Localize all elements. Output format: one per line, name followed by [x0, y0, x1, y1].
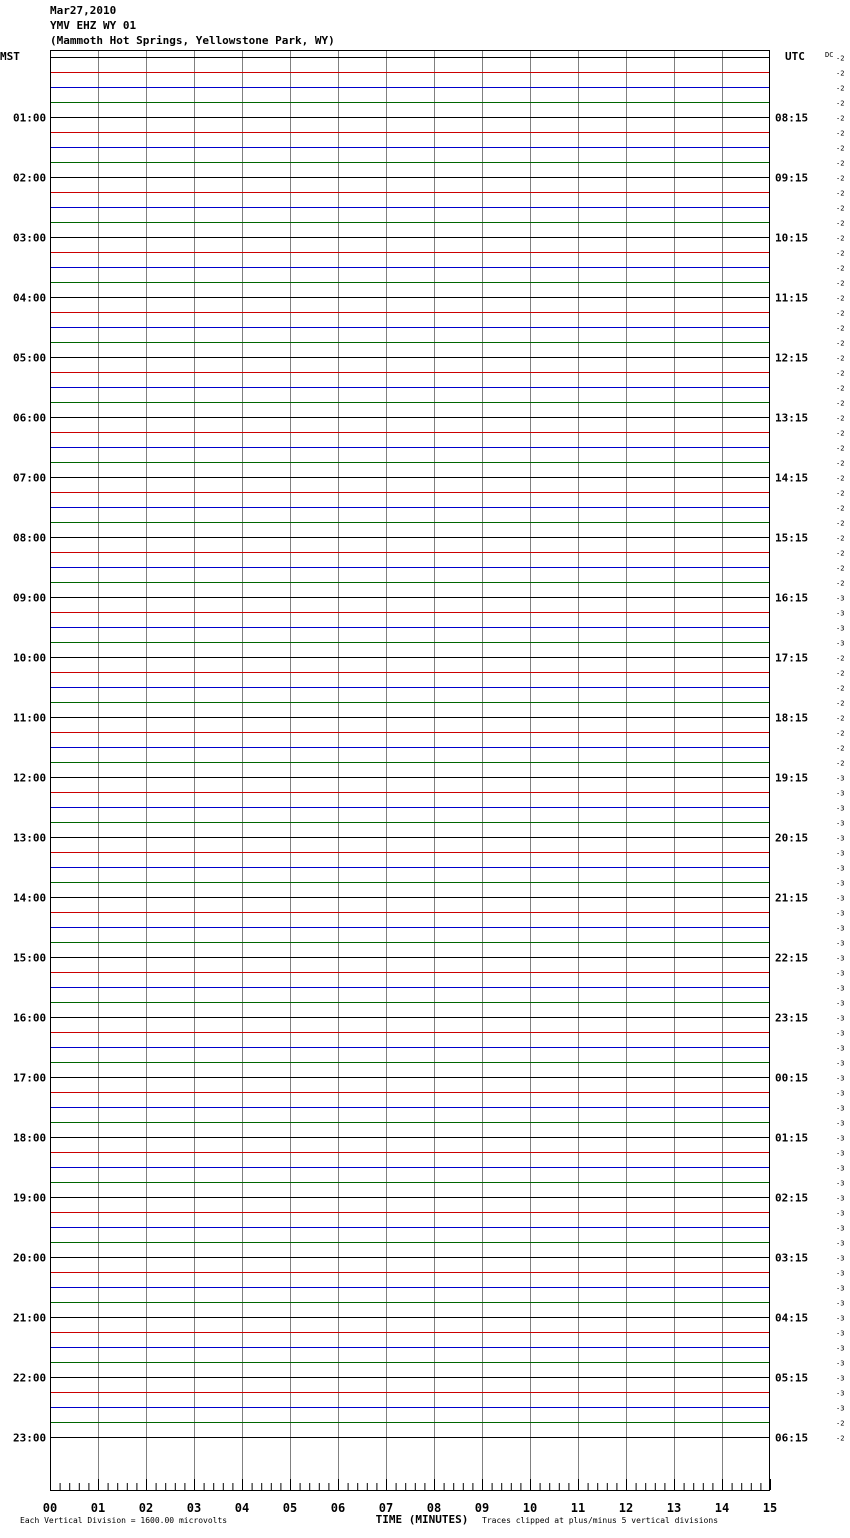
x-tick-label: 10: [522, 1501, 538, 1515]
station-location: (Mammoth Hot Springs, Yellowstone Park, WY): [50, 34, 335, 47]
dc-offset-value: -2: [836, 234, 845, 243]
dc-offset-value: -2: [836, 174, 845, 183]
dc-offset-value: -2: [836, 354, 845, 363]
utc-hour-label: 16:15: [775, 591, 809, 605]
dc-offset-value: -3: [836, 864, 845, 873]
x-tick-label: 12: [618, 1501, 634, 1515]
dc-offset-value: -3: [836, 1059, 845, 1068]
dc-offset-value: -3: [836, 1404, 845, 1413]
dc-offset-value: -3: [836, 1089, 845, 1098]
utc-hour-label: 20:15: [775, 831, 809, 845]
mst-hour-label: 23:00: [13, 1431, 47, 1445]
utc-hour-label: 22:15: [775, 951, 809, 965]
dc-offset-value: -2: [836, 489, 845, 498]
dc-offset-value: -2: [836, 219, 845, 228]
dc-offset-value: -3: [836, 984, 845, 993]
mst-hour-label: 05:00: [13, 351, 47, 365]
mst-hour-label: 17:00: [13, 1071, 47, 1085]
x-tick-label: 14: [714, 1501, 730, 1515]
mst-axis-title: MST: [0, 50, 20, 63]
dc-offset-value: -3: [836, 1074, 845, 1083]
mst-hour-label: 21:00: [13, 1311, 47, 1325]
utc-hour-label: 09:15: [775, 171, 809, 185]
utc-hour-label: 21:15: [775, 891, 809, 905]
utc-hour-label: 00:15: [775, 1071, 809, 1085]
x-tick-label: 08: [426, 1501, 442, 1515]
mst-hour-label: 06:00: [13, 411, 47, 425]
utc-hour-label: 15:15: [775, 531, 809, 545]
utc-hour-label: 06:15: [775, 1431, 809, 1445]
mst-hour-label: 15:00: [13, 951, 47, 965]
dc-offset-value: -3: [836, 639, 845, 648]
dc-offset-value: -3: [836, 1299, 845, 1308]
dc-offset-value: -2: [836, 564, 845, 573]
dc-offset-value: -2: [836, 534, 845, 543]
mst-hour-label: 19:00: [13, 1191, 47, 1205]
mst-hour-label: 20:00: [13, 1251, 47, 1265]
helicorder-date: Mar27,2010: [50, 4, 117, 17]
dc-offset-value: -3: [836, 1284, 845, 1293]
dc-offset-value: -3: [836, 1014, 845, 1023]
dc-offset-value: -3: [836, 789, 845, 798]
mst-hour-label: 09:00: [13, 591, 47, 605]
dc-offset-value: -2: [836, 669, 845, 678]
dc-offset-value: -3: [836, 1224, 845, 1233]
mst-hour-label: 02:00: [13, 171, 47, 185]
mst-hour-label: 01:00: [13, 111, 47, 125]
dc-offset-value: -2: [836, 474, 845, 483]
dc-offset-value: -2: [836, 759, 845, 768]
plot-frame: [50, 50, 771, 1491]
x-tick-label: 03: [186, 1501, 202, 1515]
dc-offset-value: -2: [836, 714, 845, 723]
dc-offset-value: -2: [836, 339, 845, 348]
mst-hour-label: 04:00: [13, 291, 47, 305]
dc-offset-value: -2: [836, 519, 845, 528]
dc-offset-value: -3: [836, 954, 845, 963]
x-tick-label: 07: [378, 1501, 394, 1515]
grid-lines: [99, 50, 723, 1490]
mst-hour-label: 10:00: [13, 651, 47, 665]
dc-offset-value: -3: [836, 819, 845, 828]
dc-offset-value: -2: [836, 654, 845, 663]
dc-offset-value: -3: [836, 1194, 845, 1203]
dc-offset-value: -2: [836, 369, 845, 378]
x-tick-label: 09: [474, 1501, 490, 1515]
utc-hour-label: 08:15: [775, 111, 809, 125]
dc-offset-value: -2: [836, 294, 845, 303]
mst-hour-label: 16:00: [13, 1011, 47, 1025]
dc-offset-value: -2: [836, 684, 845, 693]
dc-offset-value: -2: [836, 1434, 845, 1443]
dc-offset-value: -3: [836, 1104, 845, 1113]
mst-hour-label: 03:00: [13, 231, 47, 245]
utc-hour-label: 17:15: [775, 651, 809, 665]
dc-offset-value: -3: [836, 1179, 845, 1188]
dc-offset-value: -3: [836, 1374, 845, 1383]
dc-offset-value: -2: [836, 429, 845, 438]
dc-offset-value: -3: [836, 1149, 845, 1158]
dc-offset-value: -3: [836, 1134, 845, 1143]
vertical-division-note: Each Vertical Division = 1600.00 microvolts: [20, 1516, 228, 1525]
dc-offset-value: -3: [836, 849, 845, 858]
dc-offset-value: -2: [836, 54, 845, 63]
axis-labels: [0, 50, 844, 1526]
dc-offset-value: -3: [836, 609, 845, 618]
dc-offset-value: -2: [836, 699, 845, 708]
dc-offset-value: -2: [836, 144, 845, 153]
utc-hour-label: 11:15: [775, 291, 809, 305]
x-tick-label: 13: [666, 1501, 682, 1515]
dc-offset-value: -2: [836, 69, 845, 78]
x-axis-title: TIME (MINUTES): [375, 1513, 469, 1526]
dc-offset-value: -3: [836, 1164, 845, 1173]
dc-offset-value: -2: [836, 99, 845, 108]
dc-offset-value: -3: [836, 594, 845, 603]
dc-offset-value: -3: [836, 624, 845, 633]
dc-offset-value: -3: [836, 1209, 845, 1218]
utc-hour-label: 13:15: [775, 411, 809, 425]
utc-axis-title: UTC: [785, 50, 805, 63]
dc-offset-value: -2: [836, 444, 845, 453]
dc-offset-value: -3: [836, 1314, 845, 1323]
station-code: YMV EHZ WY 01: [50, 19, 137, 32]
utc-hour-label: 14:15: [775, 471, 809, 485]
dc-offset-value: -3: [836, 1344, 845, 1353]
dc-offset-value: -2: [836, 129, 845, 138]
dc-label: DC: [825, 51, 834, 59]
utc-hour-label: 03:15: [775, 1251, 809, 1265]
mst-hour-label: 22:00: [13, 1371, 47, 1385]
x-tick-label: 01: [90, 1501, 106, 1515]
utc-hour-label: 23:15: [775, 1011, 809, 1025]
dc-offset-value: -2: [836, 324, 845, 333]
dc-offset-value: -3: [836, 1254, 845, 1263]
mst-hour-label: 13:00: [13, 831, 47, 845]
mst-hour-label: 08:00: [13, 531, 47, 545]
dc-offset-value: -2: [836, 459, 845, 468]
dc-offset-value: -3: [836, 1044, 845, 1053]
mst-hour-label: 14:00: [13, 891, 47, 905]
dc-offset-value: -2: [836, 579, 845, 588]
dc-offset-value: -3: [836, 894, 845, 903]
dc-offset-value: -2: [836, 309, 845, 318]
x-tick-label: 04: [234, 1501, 250, 1515]
mst-hour-label: 18:00: [13, 1131, 47, 1145]
dc-offset-value: -3: [836, 1269, 845, 1278]
dc-offset-value: -2: [836, 399, 845, 408]
dc-offset-value: -3: [836, 879, 845, 888]
dc-offset-value: -3: [836, 909, 845, 918]
dc-offset-value: -2: [836, 114, 845, 123]
dc-offset-value: -2: [836, 204, 845, 213]
dc-offset-value: -3: [836, 999, 845, 1008]
utc-hour-label: 01:15: [775, 1131, 809, 1145]
dc-offset-value: -3: [836, 969, 845, 978]
trace-lines: [50, 58, 770, 1438]
dc-offset-value: -2: [836, 384, 845, 393]
clipping-note: Traces clipped at plus/minus 5 vertical divisions: [482, 1516, 719, 1525]
utc-hour-label: 05:15: [775, 1371, 809, 1385]
dc-offset-value: -3: [836, 924, 845, 933]
utc-hour-label: 10:15: [775, 231, 809, 245]
dc-offset-value: -2: [836, 1419, 845, 1428]
utc-hour-label: 04:15: [775, 1311, 809, 1325]
dc-offset-value: -3: [836, 939, 845, 948]
dc-offset-value: -3: [836, 1029, 845, 1038]
utc-hour-label: 02:15: [775, 1191, 809, 1205]
utc-hour-label: 19:15: [775, 771, 809, 785]
dc-offset-value: -3: [836, 1389, 845, 1398]
x-tick-label: 02: [138, 1501, 154, 1515]
mst-hour-label: 12:00: [13, 771, 47, 785]
x-tick-label: 00: [42, 1501, 58, 1515]
dc-offset-value: -3: [836, 804, 845, 813]
utc-hour-label: 18:15: [775, 711, 809, 725]
dc-offset-value: -2: [836, 264, 845, 273]
dc-offset-value: -3: [836, 1119, 845, 1128]
dc-offset-value: -2: [836, 549, 845, 558]
x-tick-label: 06: [330, 1501, 346, 1515]
dc-offset-value: -2: [836, 729, 845, 738]
x-tick-label: 05: [282, 1501, 298, 1515]
dc-offset-value: -3: [836, 1239, 845, 1248]
utc-hour-label: 12:15: [775, 351, 809, 365]
x-tick-label: 11: [570, 1501, 586, 1515]
dc-offset-value: -2: [836, 84, 845, 93]
dc-offset-value: -2: [836, 189, 845, 198]
dc-offset-value: -3: [836, 774, 845, 783]
dc-offset-value: -2: [836, 504, 845, 513]
dc-offset-value: -3: [836, 1359, 845, 1368]
mst-hour-label: 07:00: [13, 471, 47, 485]
x-tick-label: 15: [762, 1501, 778, 1515]
dc-offset-value: -2: [836, 279, 845, 288]
dc-offset-value: -2: [836, 249, 845, 258]
dc-offset-value: -2: [836, 744, 845, 753]
dc-offset-value: -3: [836, 1329, 845, 1338]
dc-offset-value: -2: [836, 159, 845, 168]
dc-offset-value: -2: [836, 414, 845, 423]
dc-offset-value: -3: [836, 834, 845, 843]
mst-hour-label: 11:00: [13, 711, 47, 725]
